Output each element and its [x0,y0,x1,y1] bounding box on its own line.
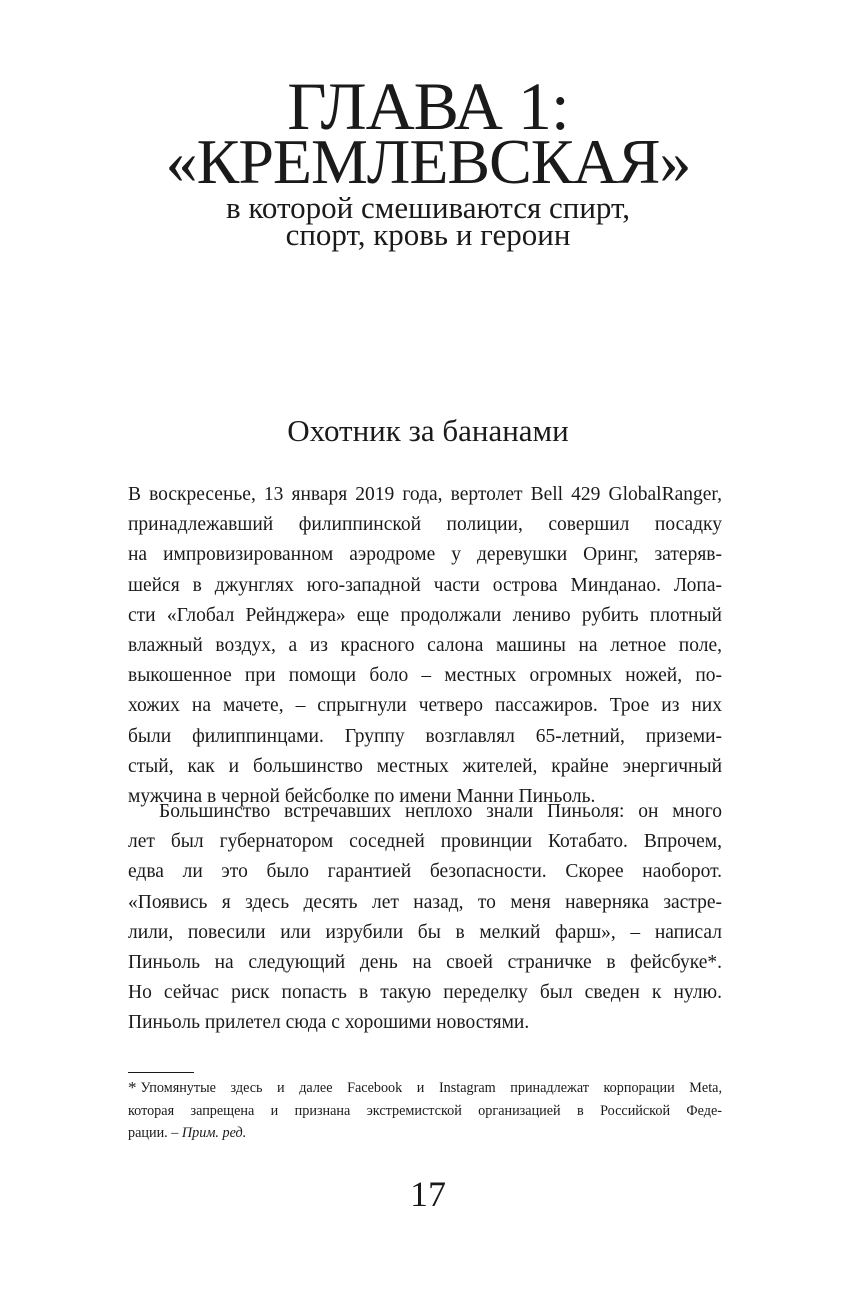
text-line: хожих на мачете, – спрыгнули четверо пассажиров. Трое из них [128,695,722,717]
section-title: Охотник за бананами [287,413,569,448]
text-line: лили, повесили или изрубили бы в мелкий фарш», – написал [128,921,722,943]
chapter-subtitle-line: в которой смешиваются спирт, [226,190,630,225]
text-line: на импровизированном аэродроме у деревушки Оринг, затеряв- [128,544,722,566]
text-line: Пиньоль на следующий день на своей страничке в фейсбуке*. [128,951,722,973]
text-line: принадлежавший филиппинской полиции, совершил посадку [128,514,722,536]
text-line: Большинство встречавших неплохо знали Пиньоля: он много [159,801,722,822]
text-line: Но сейчас риск попасть в такую переделку был сведен к нулю. [128,982,722,1004]
paragraph-2 [128,797,722,1039]
text-line: сти «Глобал Рейнджера» еще продолжали лениво рубить плотный [128,604,722,626]
footnote-line: которая запрещена и признана экстремистской организацией в Российской Феде- [128,1102,722,1119]
text-line: стый, как и большинство местных жителей, крайне энергичный [128,755,722,777]
footnote-text: Упомянутые здесь и далее Facebook и Instagram принадлежат корпорации Meta, [140,1080,722,1096]
text-line: «Появись я здесь десять лет назад, то меня наверняка застре- [128,891,722,913]
footnote-marker: * [128,1078,137,1097]
text-line: лет был губернатором соседней провинции Котабато. Впрочем, [128,831,722,853]
paragraph-1 [128,480,722,812]
footnote-line [128,1077,722,1100]
text-line: Пиньоль прилетел сюда с хорошими новостями. [128,1012,530,1034]
footnote-editor-note: Прим. ред. [181,1125,247,1141]
footnote-line [128,1122,722,1145]
text-line: шейся в джунглях юго-западной части острова Минданао. Лопа- [128,574,722,596]
footnote [128,1077,722,1145]
text-line: едва ли это было гарантией безопасности. Скорее наоборот. [128,861,722,883]
text-line: выкошенное при помощи боло – местных огромных ножей, по- [128,665,722,687]
chapter-name: «КРЕМЛЕВСКАЯ» [165,126,691,197]
page-number: 17 [410,1174,446,1214]
text-line: В воскресенье, 13 января 2019 года, вертолет Bell 429 GlobalRanger, [128,484,722,505]
chapter-heading: ГЛАВА 1: [287,68,569,144]
text-line: мужчина в черной бейсболке по имени Манни Пиньоль. [128,785,596,807]
footnote-text: рации. – [128,1125,182,1141]
footnote-divider [128,1072,194,1073]
text-line: влажный воздух, а из красного салона машины на летное поле, [128,634,722,656]
chapter-subtitle-line: спорт, кровь и героин [285,217,571,252]
text-line: были филиппинцами. Группу возглавлял 65-летний, приземи- [128,725,722,747]
